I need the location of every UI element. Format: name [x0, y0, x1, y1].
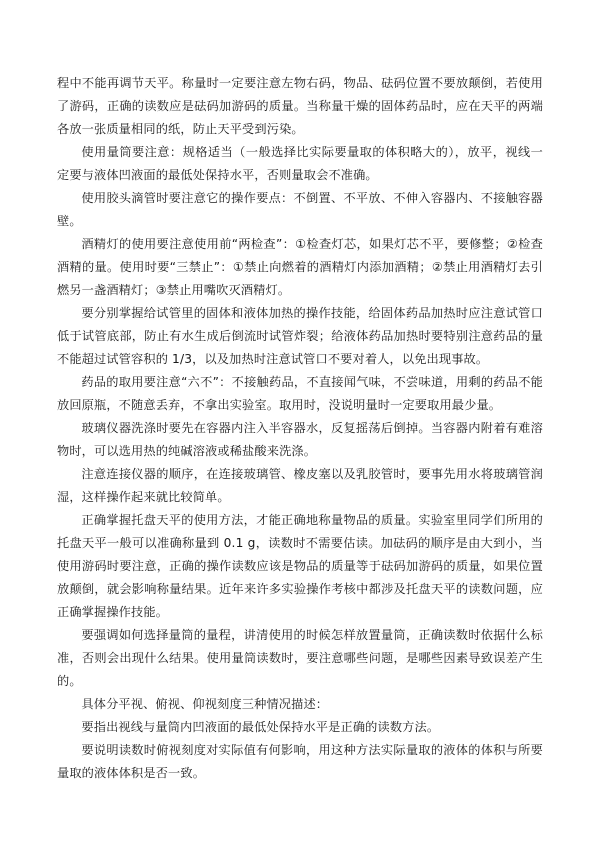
- paragraph-glassware-washing: 玻璃仪器洗涤时要先在容器内注入半容器水，反复摇荡后倒掉。当容器内附着有难溶物时，可以选用热的纯碱溶液或稀盐酸来洗涤。: [57, 421, 543, 458]
- paragraph-tray-balance: 正确掌握托盘天平的使用方法，才能正确地称量物品的质量。实验室里同学们所用的托盘天平一般可以准确称量到 0.1 g，读数时不需要估读。加砝码的顺序是由大到小，当使用游码时要注意，正确的操作读数应该是物品的质量等于砝码加游码的质量，如果位置放颠倒，就会影响称量结果。近年来许多实验操作考核中都涉及托盘天平的读数问题，应正确掌握操作技能。: [57, 513, 543, 619]
- paragraph-correct-reading: 要指出视线与量筒内凹液面的最低处保持水平是正确的读数方法。: [81, 720, 440, 734]
- paragraph-alcohol-lamp: 酒精灯的使用要注意使用前“两检查”：①检查灯芯，如果灯芯不平，要修整；②检查酒精的量。使用时要“三禁止”：①禁止向燃着的酒精灯内添加酒精；②禁止用酒精灯去引燃另一盏酒精灯；③禁止用嘴吹灭酒精灯。: [57, 237, 543, 297]
- paragraph-dropper: 使用胶头滴管时要注意它的操作要点：不倒置、不平放、不伸入容器内、不接触容器壁。: [57, 191, 543, 228]
- paragraph-test-tube-heating: 要分别掌握给试管里的固体和液体加热的操作技能，给固体药品加热时应注意试管口低于试管底部，防止有水生成后倒流时试管炸裂；给液体药品加热时要特别注意药品的量不能超过试管容积的 1/3，以及加热时注意试管口不要对着人，以免出现事故。: [57, 306, 543, 366]
- paragraph-viewing-angles: 具体分平视、俯视、仰视刻度三种情况描述：: [81, 697, 329, 711]
- paragraph-graduated-cylinder: 使用量筒要注意：规格适当（一般选择比实际要量取的体积略大的），放平，视线一定要与液体凹液面的最低处保持水平，否则量取会不准确。: [57, 145, 543, 182]
- paragraph-balance-weighing-continued: 程中不能再调节天平。称量时一定要注意左物右码，物品、砝码位置不要放颠倒，若使用了游码，正确的读数应是砝码加游码的质量。当称量干燥的固体药品时，应在天平的两端各放一张质量相同的纸，防止天平受到污染。: [57, 76, 543, 136]
- paragraph-apparatus-connection: 注意连接仪器的顺序，在连接玻璃管、橡皮塞以及乳胶管时，要事先用水将玻璃管润湿，这样操作起来就比较简单。: [57, 467, 543, 504]
- paragraph-cylinder-range: 要强调如何选择量筒的量程，讲清使用的时候怎样放置量筒，正确读数时依据什么标准，否则会出现什么结果。使用量筒读数时，要注意哪些问题，是哪些因素导致误差产生的。: [57, 628, 543, 688]
- document-body: [57, 72, 543, 785]
- paragraph-looking-down-effect: 要说明读数时俯视刻度对实际值有何影响，用这种方法实际量取的液体的体积与所要量取的液体体积是否一致。: [57, 743, 543, 780]
- paragraph-reagent-handling: 药品的取用要注意“六不”：不接触药品，不直接闻气味，不尝味道，用剩的药品不能放回原瓶，不随意丢弃，不拿出实验室。取用时，没说明量时一定要取用最少量。: [57, 375, 543, 412]
